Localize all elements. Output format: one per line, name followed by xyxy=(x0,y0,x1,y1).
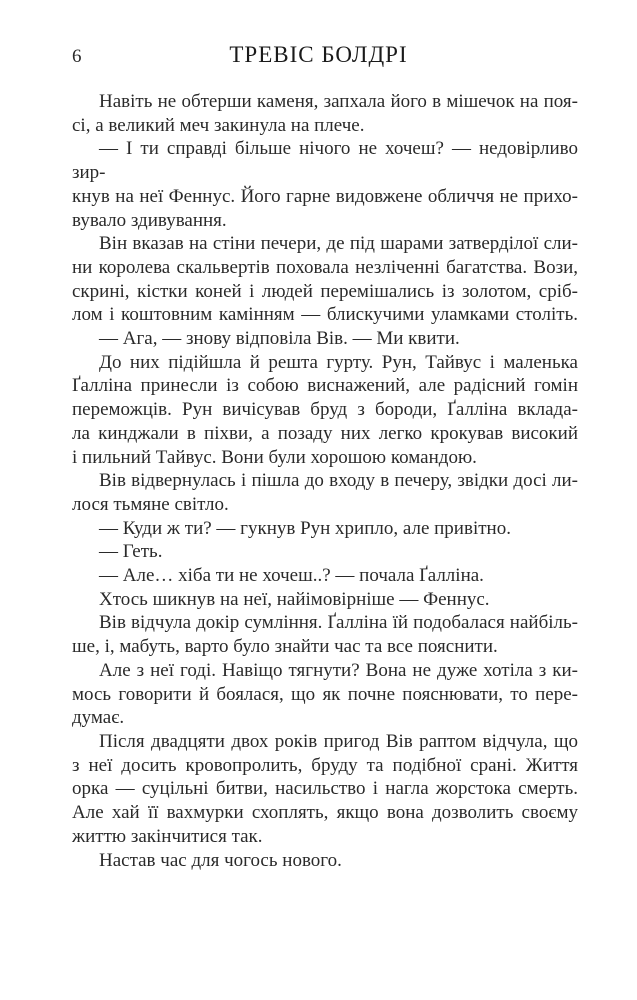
text-line: скрині, кістки коней і людей перемішались із золотом, сріб- xyxy=(72,280,578,302)
text-line: ла кинджали в піхви, а позаду них легко крокував високий xyxy=(72,422,578,444)
text-line: ни королева скальвертів поховала незліченні багатства. Вози, xyxy=(72,256,578,278)
text-line: думає. xyxy=(72,707,125,729)
text-line: — Але… хіба ти не хочеш..? — почала Ґалліна. xyxy=(99,565,484,587)
body-text xyxy=(72,90,578,872)
text-line: Навіть не обтерши каменя, запхала його в мішечок на поя- xyxy=(99,91,578,112)
text-line: з неї досить кровопролить, бруду та подібної срані. Життя xyxy=(72,754,578,776)
text-line: лом і коштовним камінням — блискучими уламками століть. xyxy=(72,304,578,326)
text-line: Але з неї годі. Навіщо тягнути? Вона не дуже хотіла з ки- xyxy=(99,659,578,681)
text-line: До них підійшла й решта гурту. Рун, Тайвус і маленька xyxy=(99,351,578,373)
text-line: Він вказав на стіни печери, де під шарами затверділої сли- xyxy=(99,233,578,255)
text-line: Хтось шикнув на неї, найімовірніше — Феннус. xyxy=(99,588,490,610)
running-title: ТРЕВІС БОЛДРІ xyxy=(229,42,408,67)
text-line: вувало здивування. xyxy=(72,209,227,231)
text-line: — Ага, — знову відповіла Вів. — Ми квити. xyxy=(99,328,460,350)
text-line: Вів відвернулась і пішла до входу в печеру, звідки досі ли- xyxy=(99,470,578,492)
text-line: Настав час для чогось нового. xyxy=(99,849,342,871)
text-line: Вів відчула докір сумління. Ґалліна їй подобалася найбіль- xyxy=(99,612,578,634)
text-line: кнув на неї Феннус. Його гарне видовжене обличчя не прихо- xyxy=(72,185,578,207)
page-number: 6 xyxy=(72,46,82,67)
text-line: — І ти справді більше нічого не хочеш? — недовірливо зир- xyxy=(72,138,578,184)
text-line: життю закінчитися так. xyxy=(72,825,263,847)
text-line: сі, а великий меч закинула на плече. xyxy=(72,114,365,136)
text-line: Ґалліна принесли із собою виснажений, але радісний гомін xyxy=(72,375,578,397)
text-line: Після двадцяти двох років пригод Вів раптом відчула, що xyxy=(99,730,578,752)
text-line: орка — суцільні битви, насильство і нагла жорстока смерть. xyxy=(72,778,578,800)
text-line: Але хай її вахмурки схоплять, якщо вона дозволить своєму xyxy=(72,802,578,824)
text-line: лося тьмяне світло. xyxy=(72,493,229,515)
text-line: переможців. Рун вичісував бруд з бороди, Ґалліна вклада- xyxy=(72,399,578,421)
text-line: і пильний Тайвус. Вони були хорошою командою. xyxy=(72,446,477,468)
text-line: мось говорити й боялася, що як почне пояснювати, то пере- xyxy=(72,683,578,705)
text-line: — Геть. xyxy=(99,541,163,563)
text-line: ше, і, мабуть, варто було знайти час та все пояснити. xyxy=(72,636,498,658)
text-line: — Куди ж ти? — гукнув Рун хрипло, але привітно. xyxy=(99,517,511,539)
